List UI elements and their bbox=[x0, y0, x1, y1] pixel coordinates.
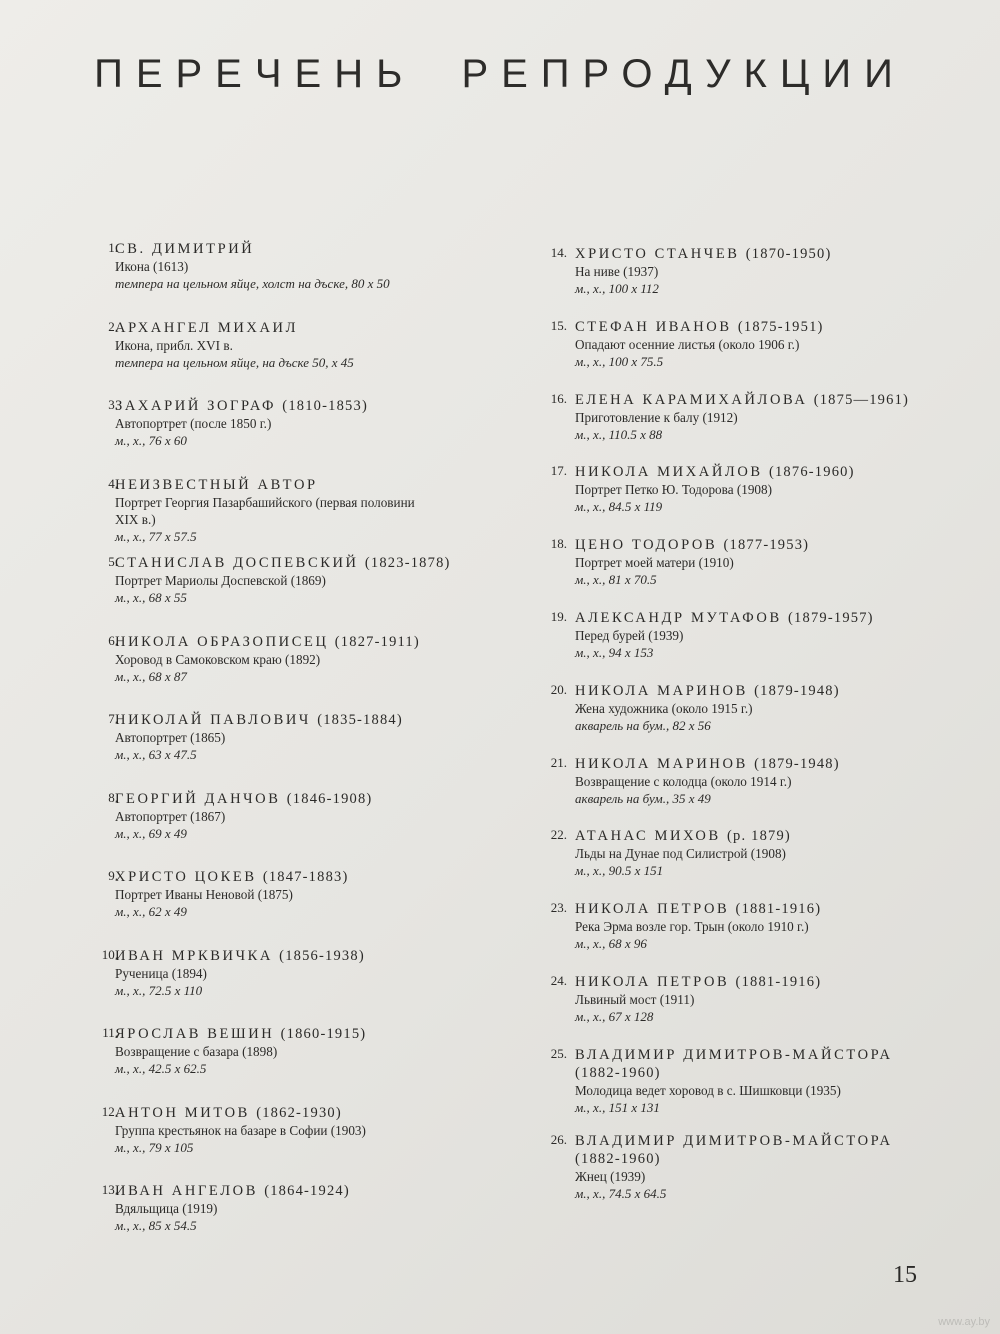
entry-body bbox=[115, 476, 508, 545]
artist-name: ИВАН АНГЕЛОВ bbox=[115, 1183, 258, 1199]
list-item bbox=[88, 476, 508, 555]
list-item bbox=[88, 711, 508, 790]
artist-line bbox=[575, 900, 965, 918]
artwork-title: Возвращение с колодца (около 1914 г.) bbox=[575, 773, 792, 789]
artist-dates: (1881-1916) bbox=[735, 973, 822, 990]
artwork-title: На ниве (1937) bbox=[575, 264, 659, 279]
entry-body bbox=[575, 318, 965, 370]
artist-name: НИКОЛА ПЕТРОВ bbox=[575, 973, 730, 990]
artist-line bbox=[575, 755, 965, 773]
entry-body bbox=[575, 900, 965, 952]
list-item bbox=[545, 827, 965, 900]
artist-name: АЛЕКСАНДР МУТАФОВ bbox=[575, 609, 782, 626]
entry-number: 23. bbox=[550, 900, 567, 916]
entry-number: 24. bbox=[550, 972, 567, 988]
artist-name: НЕИЗВЕСТНЫЙ АВТОР bbox=[115, 476, 318, 493]
artwork-title: Молодица ведет хоровод в с. Шишковци (1935) bbox=[575, 1082, 841, 1098]
artwork-title: Портрет моей матери (1910) bbox=[575, 555, 734, 571]
artist-dates: (1827-1911) bbox=[334, 633, 420, 650]
artwork-medium: м., х., 69 x 49 bbox=[115, 825, 187, 841]
list-item bbox=[545, 245, 965, 318]
entry-body bbox=[575, 827, 965, 879]
artist-name: СТАНИСЛАВ ДОСПЕВСКИЙ bbox=[115, 555, 359, 571]
entry-body bbox=[115, 711, 508, 763]
entry-body bbox=[575, 682, 965, 734]
artist-name: НИКОЛА ПЕТРОВ bbox=[575, 901, 730, 918]
artwork-medium: м., х., 100 x 75.5 bbox=[575, 353, 664, 369]
artist-name: АТАНАС МИХОВ bbox=[575, 828, 721, 845]
artist-line bbox=[575, 318, 965, 336]
entry-number: 22. bbox=[550, 827, 567, 843]
artwork-title: Жнец (1939) bbox=[575, 1168, 646, 1184]
entry-number: 5. bbox=[108, 554, 118, 569]
artist-line bbox=[575, 609, 965, 627]
artist-dates: (1823-1878) bbox=[364, 555, 451, 571]
artwork-title: Приготовление к балу (1912) bbox=[575, 409, 738, 425]
artist-name: ЗАХАРИЙ ЗОГРАФ bbox=[115, 398, 277, 414]
artist-dates: (1846-1908) bbox=[286, 790, 373, 807]
artist-line bbox=[575, 1046, 965, 1082]
artist-name: НИКОЛА МАРИНОВ bbox=[575, 682, 748, 699]
artist-dates: (1876-1960) bbox=[768, 464, 855, 481]
artwork-medium: м., х., 72.5 x 110 bbox=[115, 982, 203, 998]
artist-name: ЕЛЕНА КАРАМИХАЙЛОВА bbox=[575, 391, 808, 408]
entry-body bbox=[575, 973, 965, 1025]
list-item bbox=[545, 755, 965, 828]
artist-name: НИКОЛАЙ ПАВЛОВИЧ bbox=[115, 712, 311, 728]
entry-body bbox=[575, 536, 965, 588]
artwork-medium: темпера на цельном яйце, холст на дъске, 80 x 50 bbox=[115, 276, 390, 291]
entry-body bbox=[575, 391, 965, 443]
entry-body bbox=[115, 397, 508, 449]
artist-name: ИВАН МРКВИЧКА bbox=[115, 947, 273, 964]
entry-number: 7. bbox=[108, 711, 118, 726]
artist-line bbox=[575, 463, 965, 481]
entry-number: 18. bbox=[550, 536, 567, 552]
entry-body bbox=[115, 633, 508, 685]
artwork-medium: м., х., 90.5 x 151 bbox=[575, 863, 664, 879]
artist-name: СВ. ДИМИТРИЙ bbox=[115, 241, 255, 257]
entry-number: 26. bbox=[550, 1131, 567, 1147]
list-item bbox=[88, 947, 508, 1026]
artist-dates: (1879-1957) bbox=[788, 609, 874, 626]
artist-line bbox=[115, 1104, 508, 1122]
artist-line bbox=[115, 240, 508, 258]
entry-number: 13. bbox=[101, 1182, 118, 1197]
entry-body bbox=[575, 609, 965, 661]
list-item bbox=[545, 1132, 965, 1218]
list-item bbox=[88, 554, 508, 633]
entry-body bbox=[115, 868, 508, 920]
entry-number: 2. bbox=[108, 318, 118, 334]
artist-line bbox=[575, 682, 965, 700]
artwork-title: Портрет Иваны Неновой (1875) bbox=[115, 887, 293, 902]
entry-body bbox=[115, 319, 508, 371]
artist-dates: (1847-1883) bbox=[262, 869, 349, 885]
list-item bbox=[88, 1104, 508, 1183]
list-item bbox=[88, 1182, 508, 1261]
artist-line bbox=[115, 711, 508, 729]
list-item bbox=[545, 682, 965, 755]
artwork-title: Автопортрет (после 1850 г.) bbox=[115, 416, 272, 431]
artwork-medium: м., х., 110.5 x 88 bbox=[575, 426, 663, 442]
entry-body bbox=[575, 245, 965, 297]
artist-line bbox=[115, 790, 508, 808]
artwork-medium: м., х., 84.5 x 119 bbox=[575, 499, 663, 515]
artist-dates: (1882-1960) bbox=[575, 1150, 661, 1167]
entry-body bbox=[115, 1025, 508, 1077]
entry-number: 10. bbox=[101, 946, 118, 962]
left-column bbox=[88, 240, 508, 1261]
artwork-title: Хоровод в Самоковском краю (1892) bbox=[115, 651, 321, 667]
list-item bbox=[88, 397, 508, 476]
artist-line bbox=[575, 536, 965, 554]
list-item bbox=[545, 973, 965, 1046]
artist-line bbox=[115, 1025, 508, 1043]
entry-body bbox=[575, 755, 965, 807]
entry-number: 3. bbox=[108, 397, 118, 412]
artwork-medium: м., х., 74.5 x 64.5 bbox=[575, 1185, 667, 1201]
artwork-medium: м., х., 76 x 60 bbox=[115, 433, 187, 448]
artist-name: НИКОЛА ОБРАЗОПИСЕЦ bbox=[115, 633, 329, 650]
entry-number: 25. bbox=[550, 1045, 567, 1061]
artwork-medium: м., х., 42.5 x 62.5 bbox=[115, 1061, 207, 1076]
right-column bbox=[545, 245, 965, 1218]
list-item bbox=[545, 391, 965, 464]
artwork-medium: м., х., 85 x 54.5 bbox=[115, 1218, 197, 1233]
entry-number: 15. bbox=[550, 317, 567, 333]
artist-name: НИКОЛА МИХАЙЛОВ bbox=[575, 464, 763, 481]
artwork-medium: м., х., 62 x 49 bbox=[115, 904, 187, 919]
list-item bbox=[88, 1025, 508, 1104]
artwork-medium: м., х., 77 x 57.5 bbox=[115, 528, 197, 544]
artist-name: АРХАНГЕЛ МИХАИЛ bbox=[115, 319, 299, 336]
artist-dates: (1875—1961) bbox=[813, 391, 910, 408]
entry-number: 19. bbox=[550, 608, 567, 624]
artwork-medium: темпера на цельном яйце, на дъске 50, x 45 bbox=[115, 354, 354, 370]
artist-name: ХРИСТО ЦОКЕВ bbox=[115, 869, 257, 885]
entry-number: 11. bbox=[102, 1025, 118, 1040]
entry-number: 8. bbox=[108, 789, 118, 805]
artist-name: ЦЕНО ТОДОРОВ bbox=[575, 537, 718, 554]
entry-number: 1. bbox=[108, 240, 118, 255]
entry-number: 14. bbox=[550, 245, 567, 260]
entry-body bbox=[115, 554, 508, 606]
artist-name: ГЕОРГИЙ ДАНЧОВ bbox=[115, 790, 281, 807]
artwork-title: Возвращение с базара (1898) bbox=[115, 1044, 278, 1059]
list-item bbox=[545, 318, 965, 391]
artwork-medium: м., х., 79 x 105 bbox=[115, 1139, 194, 1155]
artwork-medium: м., х., 67 x 128 bbox=[575, 1008, 654, 1024]
artwork-title: Жена художника (около 1915 г.) bbox=[575, 700, 753, 716]
artwork-title: Группа крестьянок на базаре в Софии (1903) bbox=[115, 1122, 366, 1138]
entry-number: 4. bbox=[108, 475, 118, 491]
entry-number: 12. bbox=[101, 1103, 118, 1119]
entry-number: 6. bbox=[108, 632, 118, 648]
entry-body bbox=[115, 790, 508, 842]
artwork-medium: м., х., 68 x 87 bbox=[115, 668, 187, 684]
artwork-title: Львиный мост (1911) bbox=[575, 991, 695, 1007]
artist-line bbox=[575, 391, 965, 409]
artwork-medium: м., х., 68 x 96 bbox=[575, 936, 647, 952]
entry-body bbox=[575, 1046, 965, 1116]
list-item bbox=[88, 790, 508, 869]
artwork-title: Автопортрет (1867) bbox=[115, 808, 226, 824]
artwork-title: Опадают осенние листья (около 1906 г.) bbox=[575, 336, 800, 352]
artist-dates: (1877-1953) bbox=[723, 537, 810, 554]
artist-dates: (1864-1924) bbox=[264, 1183, 350, 1199]
artist-dates: (1810-1853) bbox=[282, 398, 368, 414]
artwork-medium: акварель на бум., 82 x 56 bbox=[575, 717, 711, 733]
artwork-medium: акварель на бум., 35 x 49 bbox=[575, 790, 711, 806]
artwork-title: Портрет Петко Ю. Тодорова (1908) bbox=[575, 482, 773, 498]
artist-line bbox=[115, 397, 508, 415]
list-item bbox=[88, 319, 508, 398]
artwork-title: Портрет Мариолы Доспевской (1869) bbox=[115, 573, 326, 588]
artist-line bbox=[115, 1182, 508, 1200]
artist-name: ХРИСТО СТАНЧЕВ bbox=[575, 246, 740, 262]
artist-line bbox=[575, 973, 965, 991]
artist-dates: (1875-1951) bbox=[737, 318, 824, 335]
artist-line bbox=[115, 476, 508, 494]
list-item bbox=[545, 463, 965, 536]
artist-line bbox=[115, 554, 508, 572]
artist-dates: (1870-1950) bbox=[745, 246, 832, 262]
artist-line bbox=[575, 827, 965, 845]
artist-line bbox=[115, 868, 508, 886]
artist-dates: (р. 1879) bbox=[727, 828, 791, 845]
list-item bbox=[88, 633, 508, 712]
entry-number: 9. bbox=[108, 868, 118, 883]
artist-dates: (1856-1938) bbox=[279, 947, 365, 964]
artwork-title: Портрет Георгия Пазарбашийского (первая половини XIX в.) bbox=[115, 494, 415, 527]
artwork-medium: м., х., 100 x 112 bbox=[575, 281, 659, 296]
watermark: www.ay.by bbox=[938, 1316, 990, 1328]
artwork-title: Льды на Дунае под Силистрой (1908) bbox=[575, 846, 786, 862]
artwork-title: Река Эрма возле гор. Трын (около 1910 г.) bbox=[575, 919, 809, 935]
entry-number: 21. bbox=[550, 754, 567, 770]
artist-line bbox=[575, 1132, 965, 1168]
list-item bbox=[545, 536, 965, 609]
artwork-title: Икона, прибл. XVI в. bbox=[115, 337, 233, 353]
entry-body bbox=[575, 1132, 965, 1202]
artist-dates: (1881-1916) bbox=[735, 901, 822, 918]
entry-number: 17. bbox=[550, 463, 567, 479]
list-item bbox=[545, 1046, 965, 1132]
artwork-medium: м., х., 63 x 47.5 bbox=[115, 747, 197, 762]
artist-line bbox=[115, 633, 508, 651]
list-item bbox=[545, 900, 965, 973]
artist-name: ЯРОСЛАВ ВЕШИН bbox=[115, 1026, 275, 1042]
entry-body bbox=[115, 1104, 508, 1156]
page-title: ПЕРЕЧЕНЬ РЕПРОДУКЦИИ bbox=[94, 52, 906, 96]
list-item bbox=[88, 240, 508, 319]
entry-number: 20. bbox=[550, 681, 567, 697]
artwork-medium: м., х., 94 x 153 bbox=[575, 644, 654, 660]
entry-number: 16. bbox=[550, 390, 567, 406]
artwork-title: Перед бурей (1939) bbox=[575, 627, 684, 643]
artwork-medium: м., х., 151 x 131 bbox=[575, 1099, 660, 1115]
list-item bbox=[545, 609, 965, 682]
artist-dates: (1835-1884) bbox=[317, 712, 403, 728]
artist-line bbox=[115, 319, 508, 337]
artwork-title: Вдяльщица (1919) bbox=[115, 1201, 218, 1216]
artist-name: НИКОЛА МАРИНОВ bbox=[575, 755, 748, 772]
artist-dates: (1879-1948) bbox=[754, 682, 840, 699]
artist-name: ВЛАДИМИР ДИМИТРОВ-МАЙСТОРА bbox=[575, 1132, 893, 1149]
entry-body bbox=[115, 240, 508, 292]
artist-line bbox=[115, 947, 508, 965]
list-item bbox=[88, 868, 508, 947]
artist-dates: (1879-1948) bbox=[754, 755, 840, 772]
entry-body bbox=[115, 1182, 508, 1234]
page-number: 15 bbox=[893, 1262, 917, 1288]
artist-line bbox=[575, 245, 965, 263]
artist-dates: (1862-1930) bbox=[256, 1104, 342, 1121]
artwork-title: Икона (1613) bbox=[115, 259, 189, 274]
artist-name: АНТОН МИТОВ bbox=[115, 1104, 250, 1121]
artwork-title: Рученица (1894) bbox=[115, 965, 207, 981]
artwork-title: Автопортрет (1865) bbox=[115, 730, 226, 745]
artwork-medium: м., х., 81 x 70.5 bbox=[575, 572, 657, 588]
entry-body bbox=[575, 463, 965, 515]
artist-dates: (1860-1915) bbox=[280, 1026, 367, 1042]
artwork-medium: м., х., 68 x 55 bbox=[115, 590, 187, 605]
artist-dates: (1882-1960) bbox=[575, 1064, 661, 1081]
artist-name: СТЕФАН ИВАНОВ bbox=[575, 318, 732, 335]
entry-body bbox=[115, 947, 508, 999]
artist-name: ВЛАДИМИР ДИМИТРОВ-МАЙСТОРА bbox=[575, 1046, 893, 1063]
